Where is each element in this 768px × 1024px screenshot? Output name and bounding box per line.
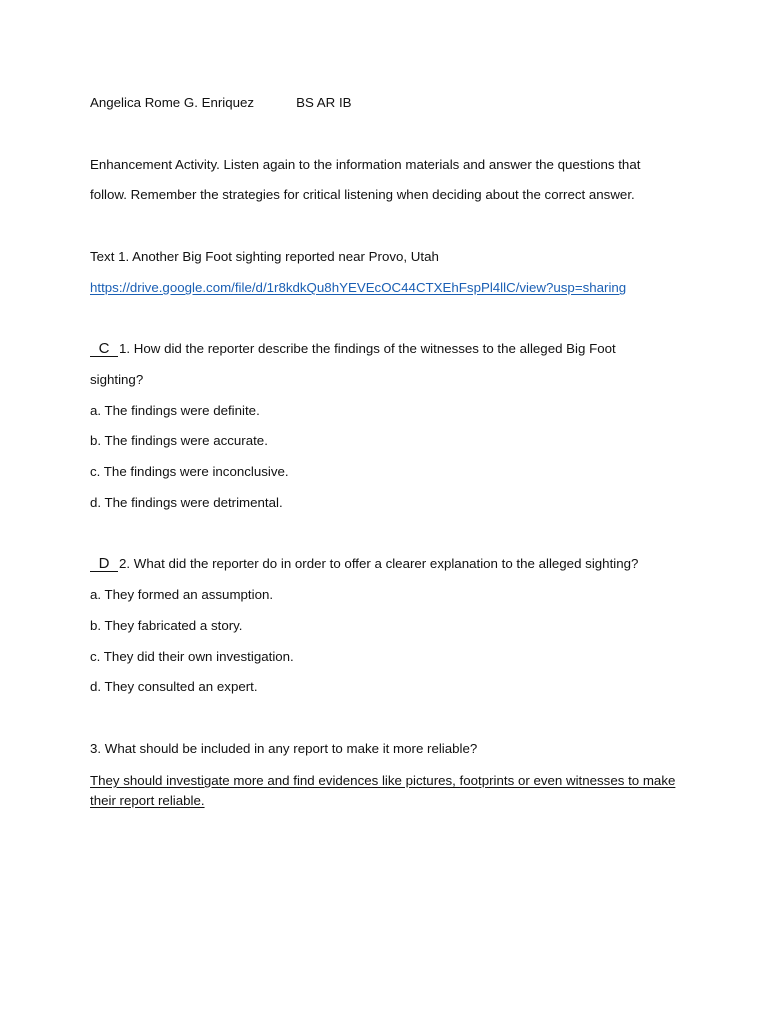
text1-link[interactable] bbox=[90, 279, 626, 297]
drive-link[interactable]: https://drive.google.com/file/d/1r8kdkQu8hYEVEcOC44CTXEhFspPl4llC/view?usp=sharing bbox=[90, 280, 627, 295]
question-3-text: 3. What should be included in any report to make it more reliable? bbox=[90, 741, 478, 756]
instructions-line-2: follow. Remember the strategies for critical listening when deciding about the correct answer. bbox=[90, 187, 635, 202]
question-1 bbox=[90, 340, 616, 358]
answer-blank-2: D bbox=[90, 557, 118, 572]
question-1-option-a: a. The findings were definite. bbox=[90, 403, 260, 418]
document-page bbox=[90, 0, 680, 1024]
question-2-option-c: c. They did their own investigation. bbox=[90, 649, 294, 664]
question-1-option-d: d. The findings were detrimental. bbox=[90, 495, 283, 510]
question-2 bbox=[90, 555, 638, 573]
instructions-line-1: Enhancement Activity. Listen again to the information materials and answer the questions that bbox=[90, 157, 641, 172]
header-line bbox=[90, 94, 352, 112]
student-name: Angelica Rome G. Enriquez bbox=[90, 95, 255, 110]
question-2-option-a: a. They formed an assumption. bbox=[90, 587, 274, 602]
text1-title: Text 1. Another Big Foot sighting reported near Provo, Utah bbox=[90, 249, 439, 264]
question-1-option-c: c. The findings were inconclusive. bbox=[90, 464, 289, 479]
question-3-response: They should investigate more and find evidences like pictures, footprints or even witnesses to make their report reliable. bbox=[90, 773, 676, 808]
question-1-option-b: b. The findings were accurate. bbox=[90, 433, 268, 448]
question-2-option-d: d. They consulted an expert. bbox=[90, 679, 258, 694]
question-1-text: 1. How did the reporter describe the findings of the witnesses to the alleged Big Foot bbox=[119, 341, 616, 356]
question-2-option-b: b. They fabricated a story. bbox=[90, 618, 243, 633]
question-2-text: 2. What did the reporter do in order to offer a clearer explanation to the alleged sighting? bbox=[119, 556, 639, 571]
student-section: BS AR IB bbox=[296, 95, 352, 110]
answer-blank-1: C bbox=[90, 342, 118, 357]
question-1-text-cont: sighting? bbox=[90, 372, 144, 387]
